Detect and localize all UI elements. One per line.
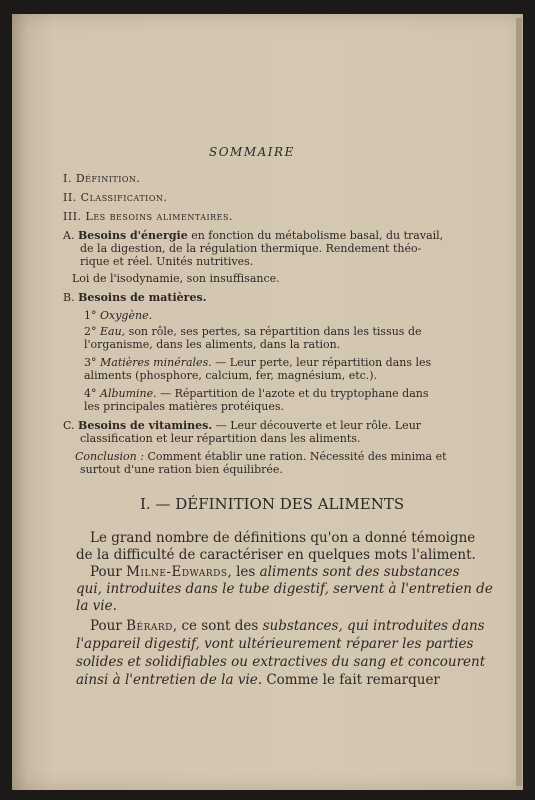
toc-b-prefix: B.: [63, 291, 75, 304]
para3-a: Pour: [90, 618, 127, 634]
toc-b2-num: 2°: [84, 325, 100, 338]
toc-conclusion-label: Conclusion :: [75, 450, 144, 463]
toc-b1-num: 1°: [84, 309, 100, 322]
para1-line2: de la difficulté de caractériser en quelques mots l'aliment.: [76, 547, 476, 563]
toc-item-1: I. Définition.: [63, 172, 141, 185]
para3-line4-rest: Comme le fait remarquer: [262, 672, 440, 688]
toc-a-rest: en fonction du métabolisme basal, du travail,: [187, 229, 444, 242]
toc-b-line: [63, 291, 206, 304]
toc-b2-rest: son rôle, ses pertes, sa répartition dans les tissus de: [125, 325, 422, 338]
para3-line4: [76, 672, 440, 689]
toc-b3-line1: [84, 356, 431, 369]
para2-italic: aliments sont des substances: [259, 564, 460, 580]
para2-line3: la vie.: [76, 598, 117, 614]
para3-italic: substances, qui introduites dans: [262, 618, 485, 634]
toc-b3-num: 3°: [84, 356, 100, 369]
para2-a: Pour: [90, 564, 127, 580]
toc-a-line2: de la digestion, de la régulation thermique. Rendement théo-: [80, 242, 422, 255]
para3-line2: l'appareil digestif, vont ultérieurement réparer les parties: [76, 636, 474, 652]
toc-b4-rest: — Répartition de l'azote et du tryptophane dans: [156, 387, 429, 400]
toc-b-bold: Besoins de matières.: [78, 291, 207, 304]
toc-c-prefix: C.: [63, 419, 75, 432]
para3-line1: [90, 618, 485, 635]
toc-b2-line1: [84, 325, 422, 338]
para2-b: , les: [227, 564, 260, 580]
toc-b4-line2: les principales matières protéiques.: [84, 400, 285, 413]
toc-b3-line2: aliments (phosphore, calcium, fer, magnésium, etc.).: [84, 369, 378, 382]
toc-c-line2: classification et leur répartition dans les aliments.: [80, 432, 361, 445]
toc-conclusion-rest: Comment établir une ration. Nécessité des minima et: [143, 450, 447, 463]
para2-author: Milne-Edwards: [126, 564, 228, 580]
para3-b: , ce sont des: [172, 618, 263, 634]
toc-b4-line1: [84, 387, 429, 400]
toc-a-prefix: A.: [63, 229, 75, 242]
toc-b4-it: Albumine.: [100, 387, 157, 400]
para2-line2: qui, introduites dans le tube digestif, servent à l'entretien de: [76, 581, 493, 597]
para3-line3: solides et solidifiables ou extractives du sang et concourent: [76, 654, 486, 670]
toc-b1: [84, 309, 152, 322]
toc-a-loi: Loi de l'isodynamie, son insuffisance.: [72, 272, 280, 285]
toc-b2-it: Eau,: [100, 325, 126, 338]
para2-line1: [90, 564, 460, 581]
toc-conclusion-line1: [75, 450, 447, 463]
toc-item-3: III. Les besoins alimentaires.: [63, 210, 234, 223]
toc-c-line1: [63, 419, 421, 432]
toc-conclusion-line2: surtout d'une ration bien équilibrée.: [80, 463, 283, 476]
toc-a-bold: Besoins d'énergie: [77, 229, 188, 242]
toc-a-line1: [63, 229, 443, 242]
toc-b3-it: Matières minérales.: [100, 356, 212, 369]
toc-a-line3: rique et réel. Unités nutritives.: [80, 255, 254, 268]
para1-line1: Le grand nombre de définitions qu'on a donné témoigne: [90, 530, 476, 546]
section-heading: I. — DÉFINITION DES ALIMENTS: [140, 495, 405, 513]
toc-b4-num: 4°: [84, 387, 100, 400]
para3-line4-italic: ainsi à l'entretien de la vie.: [76, 672, 263, 688]
toc-b2-line2: l'organisme, dans les aliments, dans la ration.: [84, 338, 341, 351]
toc-c-bold: Besoins de vitamines.: [78, 419, 213, 432]
toc-item-2: II. Classification.: [63, 191, 168, 204]
para3-author: Bérard: [126, 618, 173, 634]
sommaire-title: SOMMAIRE: [209, 145, 295, 159]
page-edge: [516, 18, 522, 786]
toc-c-rest: — Leur découverte et leur rôle. Leur: [212, 419, 422, 432]
toc-b1-it: Oxygène.: [100, 309, 153, 322]
toc-b3-rest: — Leur perte, leur répartition dans les: [211, 356, 432, 369]
